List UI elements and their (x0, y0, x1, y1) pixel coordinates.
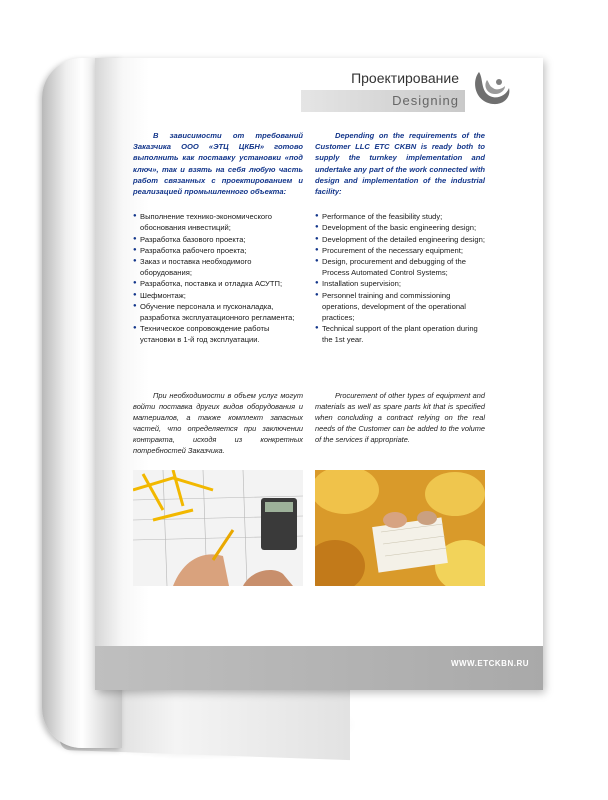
list-item: ● Выполнение технико-экономического обоснования инвестиций; (133, 211, 303, 233)
left-note-block (133, 390, 303, 456)
list-item: ● Development of the basic engineering design; (315, 222, 485, 233)
footer-band (95, 646, 543, 690)
list-item: ● Personnel training and commissioning operations, development of the operational practices; (315, 290, 485, 324)
list-item: ● Technical support of the plant operation during the 1st year. (315, 323, 485, 345)
list-item: ● Procurement of the necessary equipment; (315, 245, 485, 256)
service-list-ru (133, 211, 303, 345)
left-column (133, 130, 303, 346)
intro-paragraph-ru: В зависимости от требований Заказчика ООО «ЭТЦ ЦКБН» готово выполнить как поставку установки «под ключ», так и взять на себя любую часть работ связанных с проектированием и реализацией промышленного объекта: (133, 131, 303, 197)
list-item: ● Разработка рабочего проекта; (133, 245, 303, 256)
website-url[interactable]: WWW.ETCKBN.RU (450, 659, 529, 668)
right-column (315, 130, 485, 346)
company-swirl-logo-icon (465, 62, 517, 114)
note-paragraph-en: Procurement of other types of equipment and materials as well as spare parts kit that is specified when concluding a contract relying on the real needs of the Customer can be added to the volume of the services if appropriate. (315, 391, 485, 444)
list-item: ● Разработка, поставка и отладка АСУТП; (133, 278, 303, 289)
list-item: ● Разработка базового проекта; (133, 234, 303, 245)
right-note-block (315, 390, 485, 445)
list-item: ● Шефмонтаж; (133, 290, 303, 301)
engineers-photo (315, 470, 485, 586)
title-english: Designing (301, 90, 465, 112)
note-paragraph-ru: При необходимости в объем услуг могут войти поставка других видов оборудования и материалов, а также комплект запасных частей, что определяется при заключении контракта, исходя из конкретных потребностей Заказчика. (133, 391, 303, 455)
list-item: ● Техническое сопровождение работы установки в 1-й год эксплуатации. (133, 323, 303, 345)
list-item: ● Performance of the feasibility study; (315, 211, 485, 222)
list-item: ● Design, procurement and debugging of the Process Automated Control Systems; (315, 256, 485, 278)
service-list-en (315, 211, 485, 345)
list-item: ● Заказ и поставка необходимого оборудования; (133, 256, 303, 278)
list-item: ● Development of the detailed engineering design; (315, 234, 485, 245)
magazine-page (95, 58, 543, 690)
list-item: ● Installation supervision; (315, 278, 485, 289)
intro-paragraph-en: Depending on the requirements of the Customer LLC ETC CKBN is ready both to supply the turnkey implementation and undertake any part of the work connected with design and implementation of the industrial facility: (315, 131, 485, 197)
title-russian: Проектирование (301, 66, 465, 91)
list-item: ● Обучение персонала и пусконаладка, разработка эксплуатационного регламента; (133, 301, 303, 323)
drafting-photo (133, 470, 303, 586)
